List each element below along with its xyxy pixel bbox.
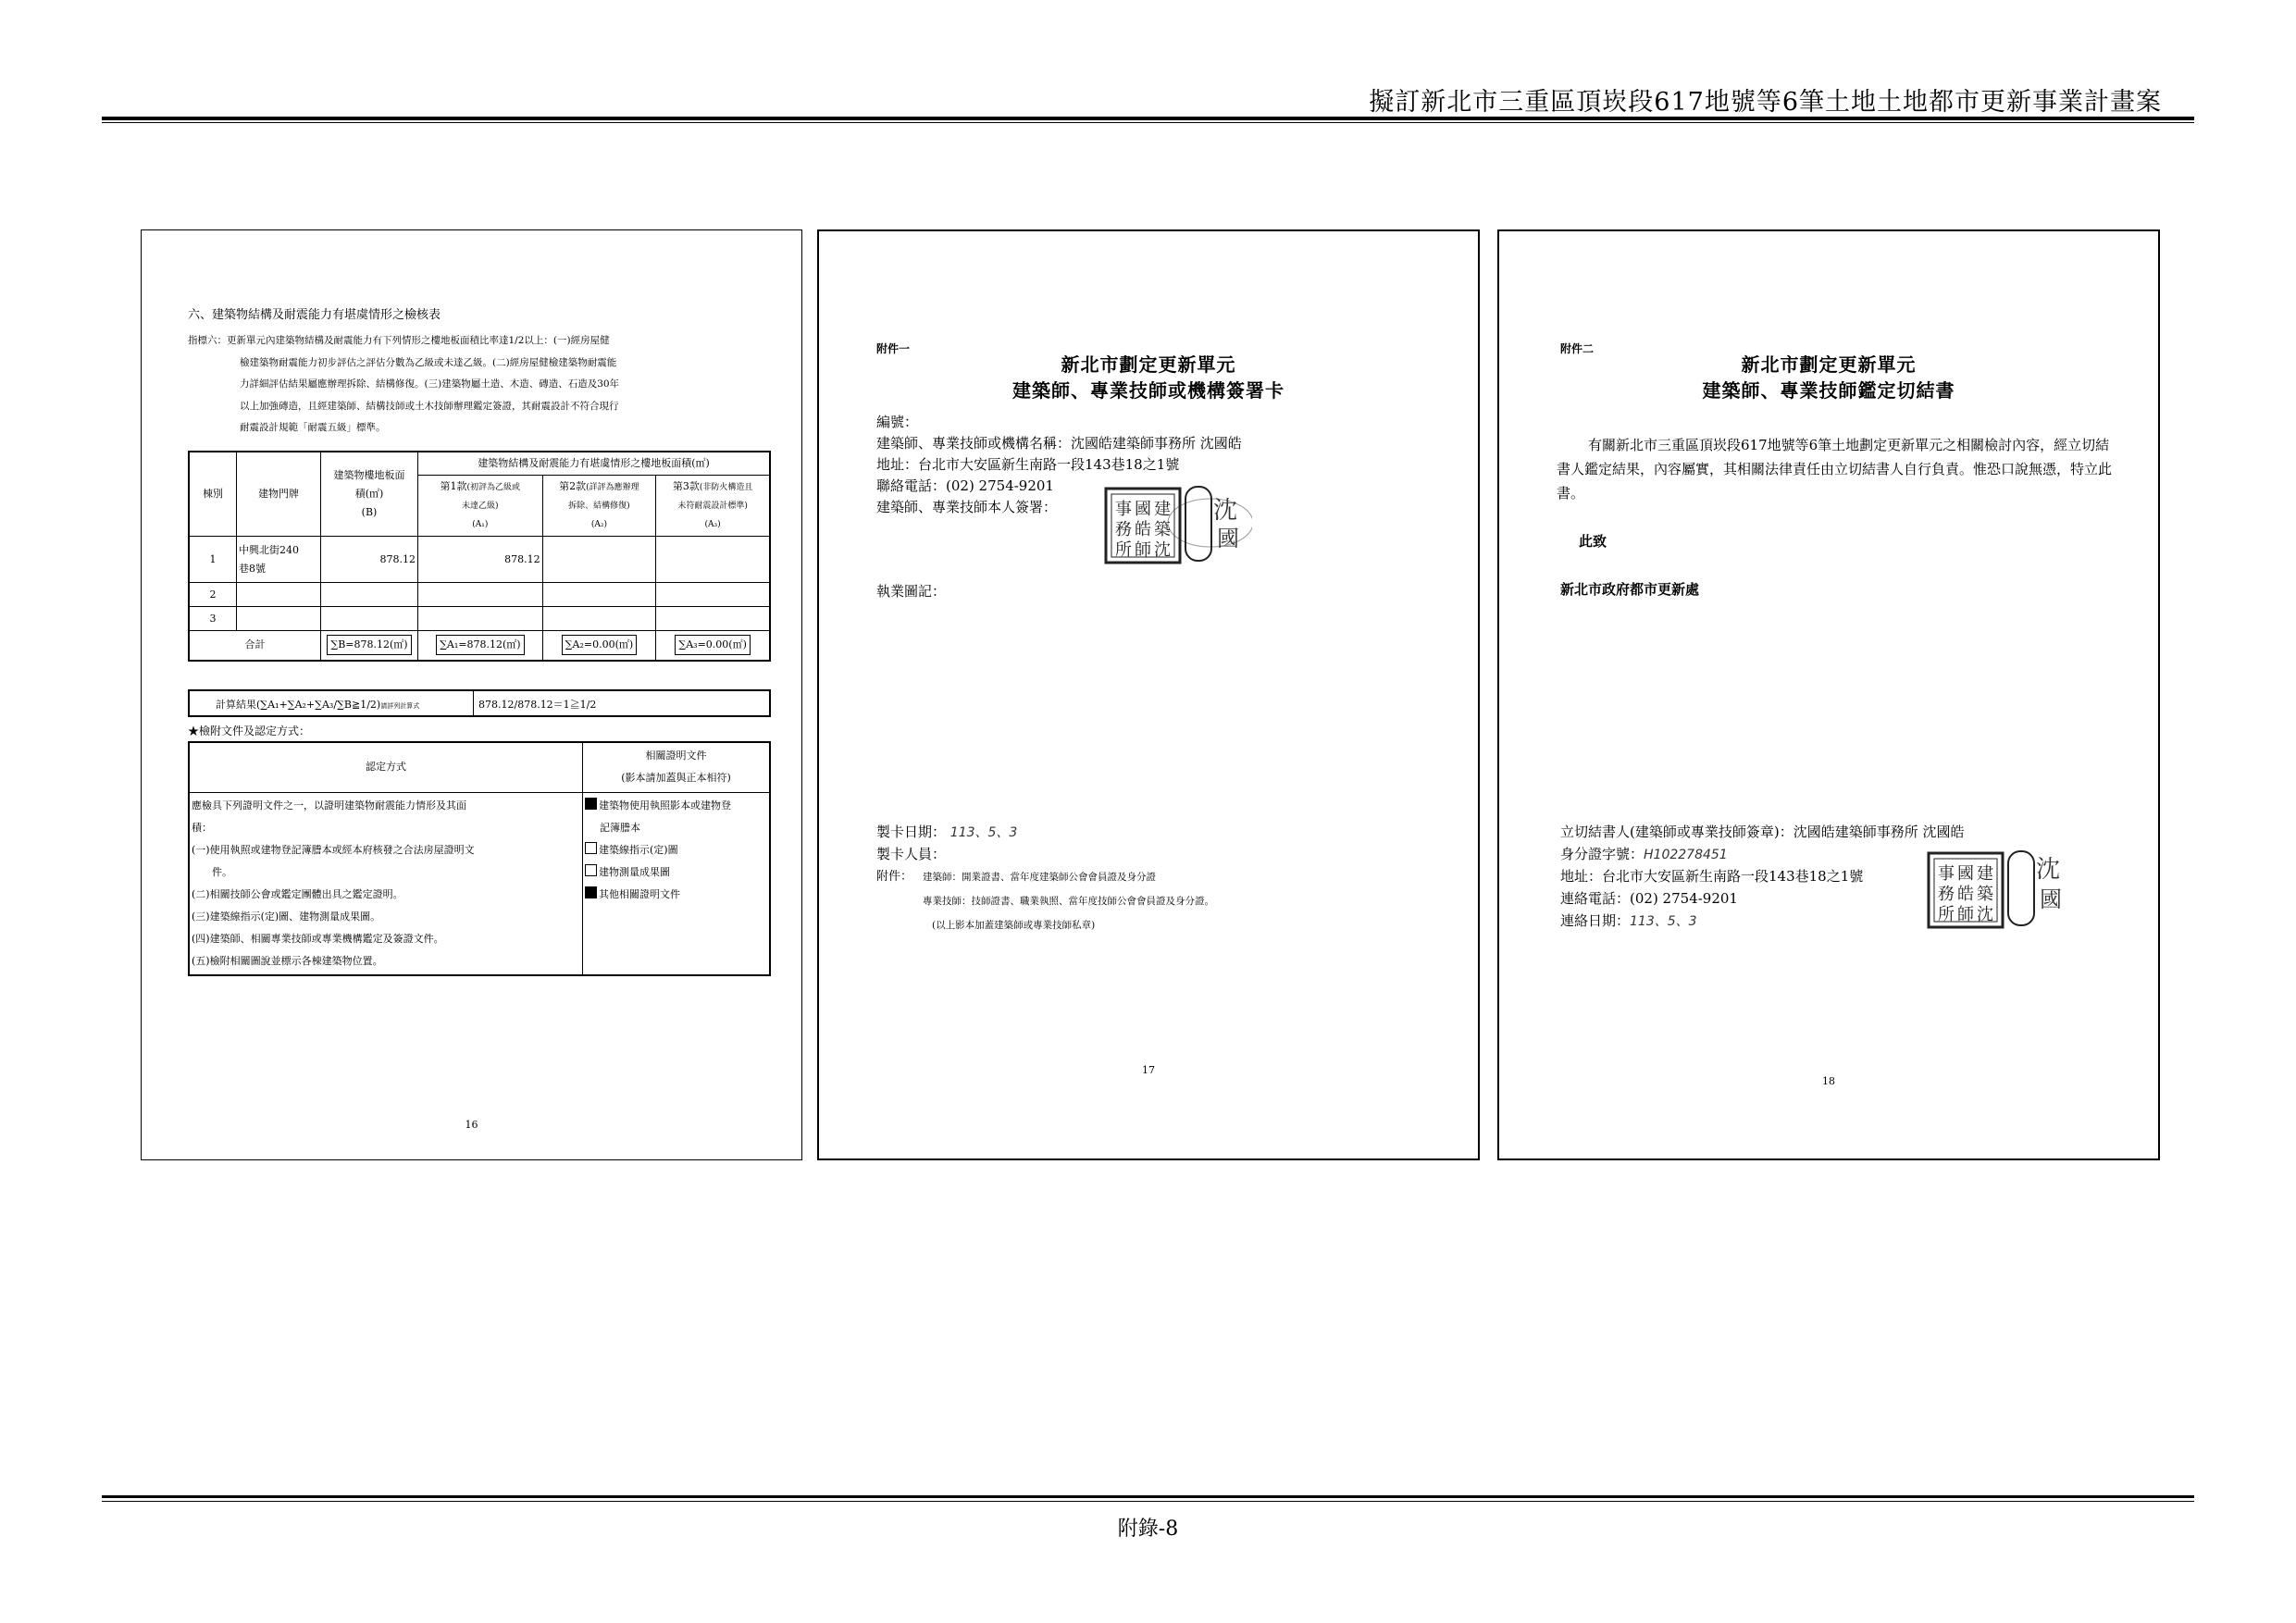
- seal-character: 務: [1938, 885, 1955, 904]
- col-header-a2: 第2款(詳評為應辦理 拆除、結構修復) (A₂): [542, 476, 656, 537]
- calc-small: 請詳列計算式: [380, 702, 420, 710]
- calculation-result: [188, 689, 771, 717]
- field-card-date: 製卡日期： 113、5、3: [876, 824, 1018, 840]
- table-sum-row: 合計 ∑B=878.12(㎡) ∑A₁=878.12(㎡) ∑A₂=0.00(㎡) ∑A₃=0.00(㎡): [189, 631, 770, 661]
- doc-item: 建築物使用執照影本或建物登: [585, 795, 767, 817]
- seal-character: 築: [1154, 520, 1171, 539]
- doc-item: 建物測量成果圖: [585, 861, 767, 884]
- floor-area-table: [188, 451, 771, 662]
- field-name: 建築師、專業技師或機構名稱：沈國皓建築師事務所 沈國皓: [876, 435, 1242, 452]
- table-row: 1 中興北街240 巷8號 878.12 878.12: [189, 537, 770, 583]
- attachment-line: (以上影本加蓋建築師或專業技師私章): [932, 920, 1096, 931]
- col-header-a1: 第1款(初評為乙級或 未達乙級) (A₁): [418, 476, 543, 537]
- page-18-panel: [1497, 229, 2160, 1160]
- note-line: 力詳細評估結果屬應辦理拆除、結構修復。(三)建築物屬土造、木造、磚造、石造及30年: [240, 378, 620, 390]
- seal-character: 建: [1977, 864, 1993, 884]
- card-title-2: 建築師、專業技師或機構簽署卡: [1012, 379, 1285, 402]
- calc-value: 878.12/878.12＝1≧1/2: [478, 699, 597, 711]
- salutation: 此致: [1579, 533, 1607, 550]
- doc-item: 其他相關證明文件: [585, 884, 767, 906]
- page-number: 17: [1142, 1064, 1155, 1076]
- svg-text:沈: 沈: [2036, 856, 2061, 884]
- field-signer: 立切結書人(建築師或專業技師簽章)：沈國皓建築師事務所 沈國皓: [1560, 824, 1965, 840]
- attachment-heading: ★檢附文件及認定方式：: [188, 725, 311, 737]
- checked-box-icon: [585, 798, 597, 810]
- svg-text:沈: 沈: [1213, 497, 1238, 525]
- affidavit-title-1: 新北市劃定更新單元: [1741, 353, 1917, 376]
- field-contact-date: 連絡日期：113、5、3: [1560, 912, 1697, 929]
- docs-list: [583, 792, 771, 975]
- note-line: 耐震設計規範「耐震五級」標準。: [240, 422, 386, 433]
- field-attachments: 附件：: [876, 870, 913, 884]
- seal-character: 國: [1957, 864, 1974, 884]
- seal-character: 所: [1115, 540, 1132, 560]
- attachment-label: 附件二: [1560, 342, 1595, 355]
- field-number: 編號：: [876, 414, 919, 430]
- footer-page-label: 附錄-8: [1117, 1518, 1179, 1541]
- col-header-area: 建築物樓地板面 積(㎡) (B): [321, 452, 418, 537]
- attachment-table: [188, 741, 771, 976]
- unchecked-box-icon: [585, 864, 597, 876]
- footer-rule: [102, 1495, 2194, 1498]
- seal-character: 師: [1957, 905, 1974, 924]
- calc-label: 計算結果(∑A₁+∑A₂+∑A₃/∑B≧1/2): [216, 699, 381, 711]
- footer-rule-thin: [102, 1501, 2194, 1502]
- field-address: 地址：台北市大安區新生南路一段143巷18之1號: [876, 456, 1180, 473]
- col-header-group: 建築物結構及耐震能力有堪虞情形之樓地板面積(㎡): [418, 452, 771, 476]
- field-card-maker: 製卡人員：: [876, 846, 947, 862]
- card-title-1: 新北市劃定更新單元: [1061, 353, 1236, 376]
- seal-character: 事: [1938, 864, 1955, 884]
- seal-character: 師: [1135, 540, 1151, 560]
- checked-box-icon: [585, 886, 597, 898]
- doc-item: 記簿謄本: [600, 821, 640, 834]
- seal-character: 皓: [1135, 520, 1151, 539]
- attachment-line: 專業技師：技師證書、職業執照、當年度技師公會會員證及身分證。: [923, 896, 1214, 907]
- affidavit-body: 有關新北市三重區頂崁段617地號等6筆土地劃定更新單元之相關檢討內容，經立切結書人鑑定結果，內容屬實，其相關法律責任由立切結書人自行負責。惟恐口說無憑，特立此書。: [1557, 437, 2113, 502]
- col-header-no: 棟別: [189, 452, 237, 537]
- addressee: 新北市政府都市更新處: [1560, 581, 1700, 598]
- attachment-label: 附件一: [876, 342, 911, 355]
- table-row: 3: [189, 607, 770, 631]
- col-header-address: 建物門牌: [237, 452, 321, 537]
- document-header-title: 擬訂新北市三重區頂崁段617地號等6筆土地土地都市更新事業計畫案: [1369, 88, 2162, 117]
- field-id-number: 身分證字號：H102278451: [1560, 846, 1728, 862]
- page-17-panel: [817, 229, 1480, 1160]
- field-address: 地址：台北市大安區新生南路一段143巷18之1號: [1560, 868, 1864, 885]
- unchecked-box-icon: [585, 842, 597, 854]
- seal-character: 國: [1135, 500, 1151, 519]
- page-number: 18: [1822, 1075, 1835, 1087]
- handwritten-id: H102278451: [1644, 848, 1728, 862]
- affidavit-title-2: 建築師、專業技師鑑定切結書: [1702, 379, 1955, 402]
- architect-seal-icon: [1104, 481, 1252, 564]
- note-lead: 指標六：: [188, 335, 227, 346]
- method-list: 應檢具下列證明文件之一，以證明建築物耐震能力情形及其面 積： (一)使用執照或建物登記簿謄本或經本府核發之合法房屋證明文 件。 (二)相關技師公會或鑑定團體出具之鑑定證明。 (三)建築線指示(定)圖、建物測量成果圖。 (四)建築師、相關專業技師或專業機構鑑定及簽證文件。 (五)檢附相關圖說並標示各棟建築物位置。: [189, 792, 583, 975]
- indicator-note: [188, 330, 752, 440]
- seal-character: 事: [1115, 500, 1132, 519]
- seal-character: 所: [1938, 905, 1955, 924]
- header-rule-thin: [102, 122, 2194, 123]
- handwritten-date: 113、5、3: [1630, 914, 1697, 929]
- architect-seal-icon: [1927, 849, 2075, 929]
- note-line: 檢建築物耐震能力初步評估之評估分數為乙級或未達乙級。(二)經房屋健檢建築物耐震能: [240, 356, 617, 368]
- svg-text:國: 國: [2040, 886, 2062, 912]
- note-line: 以上加強磚造，且經建築師、結構技師或土木技師辦理鑑定簽證，其耐震設計不符合現行: [240, 400, 619, 412]
- attachment-line: 建築師：開業證書、當年度建築師公會會員證及身分證: [923, 872, 1156, 883]
- doc-item: 建築線指示(定)圖: [585, 839, 767, 861]
- seal-character: 沈: [1977, 905, 1993, 924]
- col-header-a3: 第3款(非防火構造且 未符耐震設計標準) (A₃): [656, 476, 770, 537]
- field-practice-seal: 執業圖記：: [876, 583, 947, 600]
- seal-character: 務: [1115, 520, 1132, 539]
- page-number: 16: [465, 1119, 478, 1131]
- table-row: 2: [189, 583, 770, 607]
- seal-character: 皓: [1957, 885, 1974, 904]
- col-header-method: 認定方式: [189, 742, 583, 792]
- seal-character: 建: [1154, 500, 1171, 519]
- note-line: 更新單元內建築物結構及耐震能力有下列情形之樓地板面積比率達1/2以上：(一)經房屋健: [227, 335, 610, 346]
- field-phone: 連絡電話：(02) 2754-9201: [1560, 890, 1738, 907]
- field-phone: 聯絡電話：(02) 2754-9201: [876, 477, 1054, 494]
- seal-character: 築: [1977, 885, 1993, 904]
- header-rule: [102, 117, 2194, 120]
- seal-character: 沈: [1154, 540, 1171, 560]
- col-header-docs: 相關證明文件 (影本請加蓋與正本相符): [583, 742, 771, 792]
- handwritten-date: 113、5、3: [949, 825, 1018, 840]
- field-signature: 建築師、專業技師本人簽署：: [876, 499, 1058, 515]
- checklist-title: 六、建築物結構及耐震能力有堪虞情形之檢核表: [188, 308, 441, 322]
- svg-text:國: 國: [1217, 526, 1239, 551]
- page-16-panel: [141, 229, 802, 1160]
